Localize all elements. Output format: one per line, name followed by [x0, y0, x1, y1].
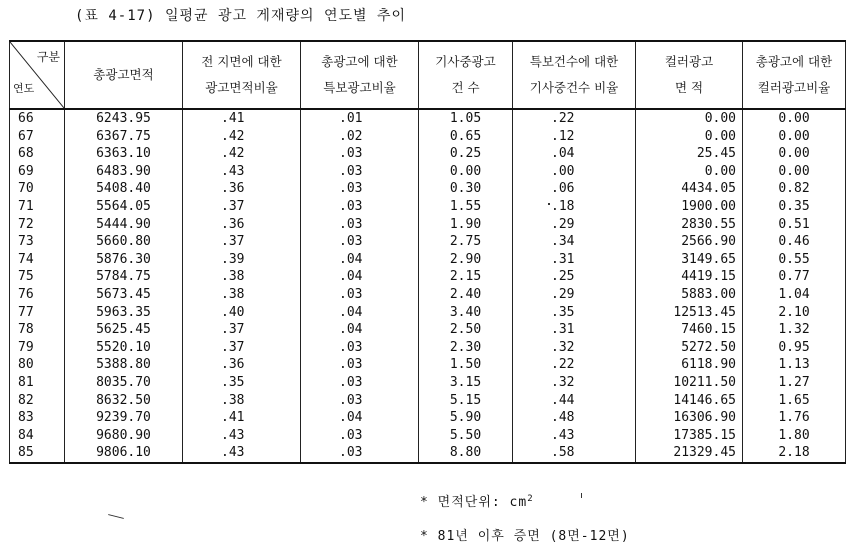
in-article-ratio-cell: .32	[513, 374, 636, 392]
color-ad-area-cell: 5272.50	[636, 339, 743, 357]
in-article-ratio-cell: .34	[513, 233, 636, 251]
special-ad-ratio-cell: .03	[301, 233, 419, 251]
ad-area-ratio-cell: .38	[183, 392, 301, 410]
in-article-ratio-cell: .48	[513, 409, 636, 427]
ad-area-ratio-cell: .36	[183, 180, 301, 198]
special-ad-ratio-cell: .04	[301, 251, 419, 269]
special-ad-ratio-cell: .03	[301, 339, 419, 357]
year-cell: 70	[10, 180, 65, 198]
color-ad-area-cell: 12513.45	[636, 304, 743, 322]
total-ad-area-cell: 5625.45	[65, 321, 183, 339]
ad-area-ratio-cell: .41	[183, 409, 301, 427]
table-row	[10, 198, 846, 216]
color-ad-ratio-cell: 1.65	[743, 392, 846, 410]
special-ad-ratio-cell: .03	[301, 356, 419, 374]
color-ad-area-cell: 17385.15	[636, 427, 743, 445]
color-ad-ratio-cell: 1.80	[743, 427, 846, 445]
corner-label-year: 연도	[13, 82, 35, 95]
special-ad-ratio-cell: .02	[301, 128, 419, 146]
color-ad-ratio-cell: 0.00	[743, 145, 846, 163]
ad-area-ratio-cell: .37	[183, 321, 301, 339]
in-article-ad-count-cell: 1.50	[419, 356, 513, 374]
year-cell: 74	[10, 251, 65, 269]
total-ad-area-cell: 8035.70	[65, 374, 183, 392]
color-ad-area-cell: 0.00	[636, 163, 743, 181]
special-ad-ratio-cell: .03	[301, 180, 419, 198]
year-cell: 76	[10, 286, 65, 304]
table-row	[10, 233, 846, 251]
ad-area-ratio-cell: .37	[183, 198, 301, 216]
year-cell: 80	[10, 356, 65, 374]
in-article-ratio-cell: .44	[513, 392, 636, 410]
table-row	[10, 356, 846, 374]
corner-label-category: 구분	[36, 50, 60, 64]
total-ad-area-cell: 6367.75	[65, 128, 183, 146]
in-article-ratio-cell: .43	[513, 427, 636, 445]
in-article-ratio-cell: .12	[513, 128, 636, 146]
in-article-ratio-cell: .29	[513, 286, 636, 304]
in-article-ad-count-cell: 2.15	[419, 268, 513, 286]
table-row	[10, 109, 846, 128]
ad-area-ratio-cell: .42	[183, 145, 301, 163]
table-row	[10, 444, 846, 463]
ad-area-ratio-cell: .43	[183, 427, 301, 445]
table-row	[10, 339, 846, 357]
total-ad-area-cell: 5963.35	[65, 304, 183, 322]
color-ad-area-cell: 5883.00	[636, 286, 743, 304]
in-article-ad-count-cell: 0.25	[419, 145, 513, 163]
special-ad-ratio-cell: .04	[301, 268, 419, 286]
color-ad-area-cell: 25.45	[636, 145, 743, 163]
special-ad-ratio-cell: .03	[301, 392, 419, 410]
in-article-ratio-cell: .31	[513, 321, 636, 339]
table-row	[10, 321, 846, 339]
year-cell: 67	[10, 128, 65, 146]
year-cell: 78	[10, 321, 65, 339]
table-row	[10, 409, 846, 427]
year-cell: 71	[10, 198, 65, 216]
ad-area-ratio-cell: .43	[183, 163, 301, 181]
ad-area-ratio-cell: .36	[183, 356, 301, 374]
ad-area-ratio-cell: .42	[183, 128, 301, 146]
color-ad-area-cell: 0.00	[636, 109, 743, 128]
special-ad-ratio-cell: .03	[301, 427, 419, 445]
total-ad-area-cell: 5520.10	[65, 339, 183, 357]
color-ad-ratio-cell: 0.55	[743, 251, 846, 269]
year-cell: 83	[10, 409, 65, 427]
special-ad-ratio-cell: .03	[301, 216, 419, 234]
ad-area-ratio-cell: .38	[183, 268, 301, 286]
total-ad-area-cell: 5408.40	[65, 180, 183, 198]
color-ad-area-cell: 4434.05	[636, 180, 743, 198]
special-ad-ratio-cell: .04	[301, 409, 419, 427]
color-ad-ratio-cell: 0.77	[743, 268, 846, 286]
total-ad-area-cell: 6483.90	[65, 163, 183, 181]
year-cell: 69	[10, 163, 65, 181]
color-ad-area-cell: 3149.65	[636, 251, 743, 269]
table-row	[10, 286, 846, 304]
table-row	[10, 145, 846, 163]
total-ad-area-cell: 5660.80	[65, 233, 183, 251]
special-ad-ratio-cell: .04	[301, 304, 419, 322]
in-article-ad-count-cell: 1.05	[419, 109, 513, 128]
ad-area-ratio-cell: .43	[183, 444, 301, 463]
in-article-ratio-cell: .06	[513, 180, 636, 198]
special-ad-ratio-cell: .04	[301, 321, 419, 339]
ad-area-ratio-cell: .35	[183, 374, 301, 392]
color-ad-area-cell: 21329.45	[636, 444, 743, 463]
total-ad-area-cell: 8632.50	[65, 392, 183, 410]
in-article-ratio-cell: .18	[513, 198, 636, 216]
total-ad-area-cell: 5444.90	[65, 216, 183, 234]
table-row	[10, 427, 846, 445]
color-ad-ratio-cell: 0.82	[743, 180, 846, 198]
in-article-ad-count-cell: 5.90	[419, 409, 513, 427]
in-article-ad-count-cell: 5.15	[419, 392, 513, 410]
in-article-ad-count-cell: 2.40	[419, 286, 513, 304]
column-header-in-article-ratio: 특보건수에 대한 기사중건수 비율	[513, 41, 636, 109]
in-article-ad-count-cell: 3.15	[419, 374, 513, 392]
ad-area-ratio-cell: .39	[183, 251, 301, 269]
color-ad-ratio-cell: 0.35	[743, 198, 846, 216]
table-row	[10, 163, 846, 181]
ad-area-ratio-cell: .37	[183, 339, 301, 357]
color-ad-ratio-cell: 0.95	[743, 339, 846, 357]
color-ad-ratio-cell: 0.00	[743, 109, 846, 128]
total-ad-area-cell: 9680.90	[65, 427, 183, 445]
ad-area-ratio-cell: .40	[183, 304, 301, 322]
in-article-ratio-cell: .00	[513, 163, 636, 181]
in-article-ratio-cell: .29	[513, 216, 636, 234]
total-ad-area-cell: 6243.95	[65, 109, 183, 128]
special-ad-ratio-cell: .03	[301, 374, 419, 392]
table-caption: (표 4-17) 일평균 광고 게재량의 연도별 추이	[75, 8, 407, 24]
year-cell: 85	[10, 444, 65, 463]
unit-note: * 면적단위: $cm^2$	[420, 494, 534, 510]
table-row	[10, 216, 846, 234]
page-increase-note: * 81년 이후 증면 (8면-12면)	[420, 529, 630, 544]
header-row	[10, 41, 846, 109]
color-ad-ratio-cell: 1.04	[743, 286, 846, 304]
in-article-ad-count-cell: 2.75	[419, 233, 513, 251]
year-cell: 81	[10, 374, 65, 392]
ad-area-ratio-cell: .38	[183, 286, 301, 304]
color-ad-area-cell: 0.00	[636, 128, 743, 146]
year-cell: 77	[10, 304, 65, 322]
color-ad-ratio-cell: 0.51	[743, 216, 846, 234]
color-ad-ratio-cell: 1.32	[743, 321, 846, 339]
in-article-ad-count-cell: 5.50	[419, 427, 513, 445]
total-ad-area-cell: 9239.70	[65, 409, 183, 427]
corner-header-cell	[10, 41, 65, 109]
color-ad-area-cell: 2566.90	[636, 233, 743, 251]
year-cell: 84	[10, 427, 65, 445]
ad-area-ratio-cell: .41	[183, 109, 301, 128]
table-row	[10, 374, 846, 392]
ad-volume-table	[9, 40, 846, 464]
column-header-color-ad-area: 컬러광고 면 적	[636, 41, 743, 109]
special-ad-ratio-cell: .03	[301, 198, 419, 216]
in-article-ratio-cell: .35	[513, 304, 636, 322]
in-article-ad-count-cell: 3.40	[419, 304, 513, 322]
in-article-ratio-cell: .04	[513, 145, 636, 163]
column-header-special-ad-ratio: 총광고에 대한 특보광고비율	[301, 41, 419, 109]
total-ad-area-cell: 5784.75	[65, 268, 183, 286]
in-article-ratio-cell: .32	[513, 339, 636, 357]
in-article-ratio-cell: .31	[513, 251, 636, 269]
table-row	[10, 304, 846, 322]
total-ad-area-cell: 9806.10	[65, 444, 183, 463]
ad-area-ratio-cell: .37	[183, 233, 301, 251]
color-ad-area-cell: 7460.15	[636, 321, 743, 339]
year-cell: 68	[10, 145, 65, 163]
special-ad-ratio-cell: .03	[301, 444, 419, 463]
color-ad-ratio-cell: 2.18	[743, 444, 846, 463]
special-ad-ratio-cell: .01	[301, 109, 419, 128]
in-article-ad-count-cell: 8.80	[419, 444, 513, 463]
color-ad-area-cell: 10211.50	[636, 374, 743, 392]
color-ad-area-cell: 4419.15	[636, 268, 743, 286]
total-ad-area-cell: 5388.80	[65, 356, 183, 374]
year-cell: 72	[10, 216, 65, 234]
table-row	[10, 128, 846, 146]
year-cell: 73	[10, 233, 65, 251]
color-ad-ratio-cell: 0.46	[743, 233, 846, 251]
column-header-ad-area-ratio: 전 지면에 대한 광고면적비율	[183, 41, 301, 109]
column-header-total-ad-area: 총광고면적	[65, 41, 183, 109]
color-ad-ratio-cell: 0.00	[743, 128, 846, 146]
in-article-ad-count-cell: 1.55	[419, 198, 513, 216]
total-ad-area-cell: 5673.45	[65, 286, 183, 304]
in-article-ratio-cell: .25	[513, 268, 636, 286]
column-header-color-ad-ratio: 총광고에 대한 컬러광고비율	[743, 41, 846, 109]
table-row	[10, 180, 846, 198]
in-article-ad-count-cell: 2.90	[419, 251, 513, 269]
in-article-ad-count-cell: 1.90	[419, 216, 513, 234]
scan-dot	[548, 203, 550, 205]
in-article-ad-count-cell: 0.65	[419, 128, 513, 146]
color-ad-ratio-cell: 0.00	[743, 163, 846, 181]
color-ad-area-cell: 16306.90	[636, 409, 743, 427]
special-ad-ratio-cell: .03	[301, 145, 419, 163]
column-header-in-article-ad-count: 기사중광고 건 수	[419, 41, 513, 109]
year-cell: 66	[10, 109, 65, 128]
table-row	[10, 251, 846, 269]
total-ad-area-cell: 6363.10	[65, 145, 183, 163]
color-ad-area-cell: 14146.65	[636, 392, 743, 410]
scan-mark	[108, 514, 124, 519]
ad-area-ratio-cell: .36	[183, 216, 301, 234]
color-ad-area-cell: 6118.90	[636, 356, 743, 374]
in-article-ratio-cell: .22	[513, 356, 636, 374]
in-article-ad-count-cell: 2.50	[419, 321, 513, 339]
total-ad-area-cell: 5564.05	[65, 198, 183, 216]
color-ad-ratio-cell: 1.27	[743, 374, 846, 392]
in-article-ad-count-cell: 0.00	[419, 163, 513, 181]
color-ad-area-cell: 1900.00	[636, 198, 743, 216]
scan-dot	[581, 493, 582, 498]
year-cell: 82	[10, 392, 65, 410]
year-cell: 75	[10, 268, 65, 286]
color-ad-ratio-cell: 2.10	[743, 304, 846, 322]
in-article-ad-count-cell: 2.30	[419, 339, 513, 357]
total-ad-area-cell: 5876.30	[65, 251, 183, 269]
table-row	[10, 392, 846, 410]
color-ad-area-cell: 2830.55	[636, 216, 743, 234]
year-cell: 79	[10, 339, 65, 357]
table-row	[10, 268, 846, 286]
in-article-ad-count-cell: 0.30	[419, 180, 513, 198]
in-article-ratio-cell: .58	[513, 444, 636, 463]
special-ad-ratio-cell: .03	[301, 163, 419, 181]
color-ad-ratio-cell: 1.76	[743, 409, 846, 427]
in-article-ratio-cell: .22	[513, 109, 636, 128]
color-ad-ratio-cell: 1.13	[743, 356, 846, 374]
special-ad-ratio-cell: .03	[301, 286, 419, 304]
